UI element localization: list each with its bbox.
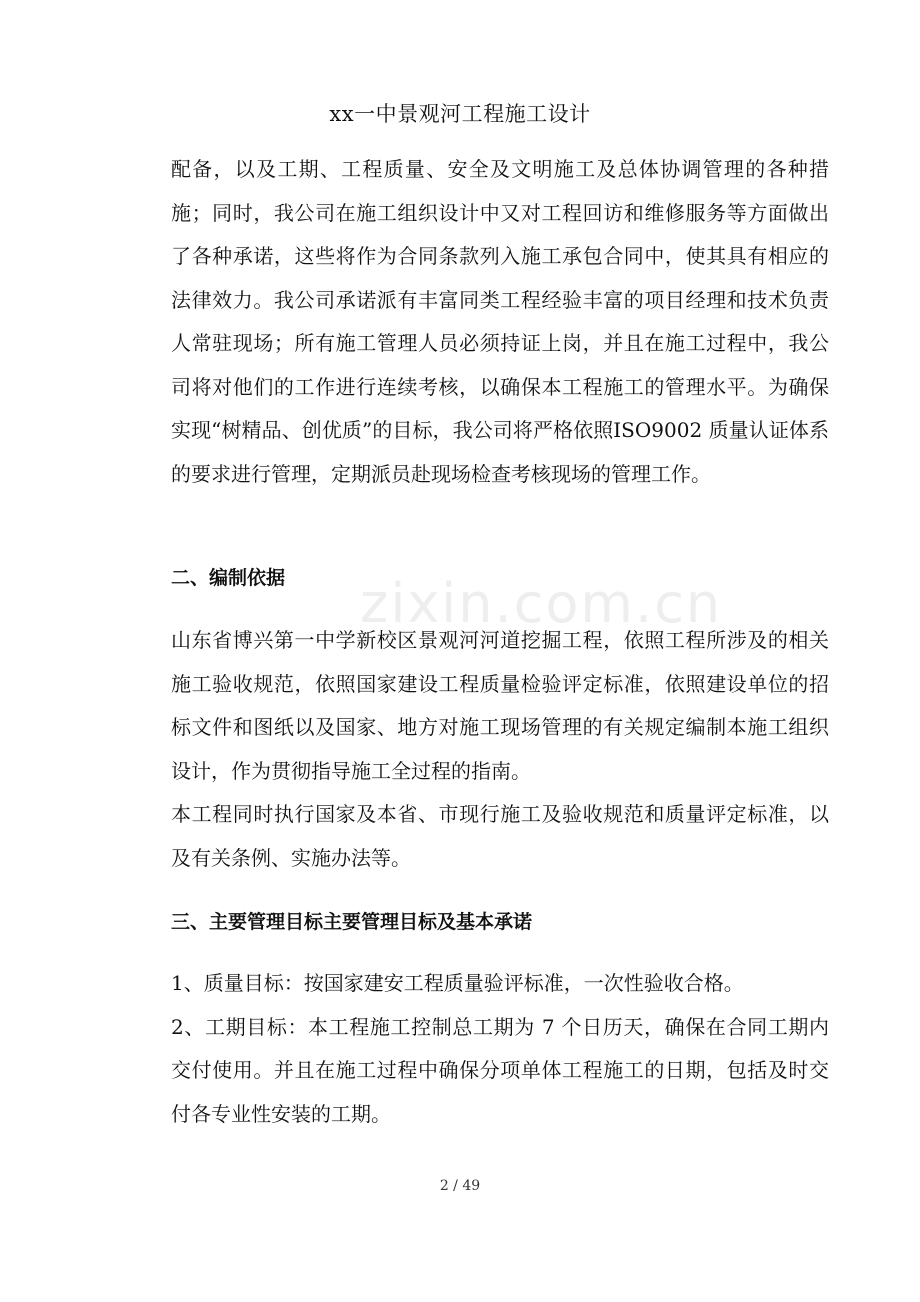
basis-section [171, 619, 829, 880]
page-number: 2 / 49 [439, 1178, 481, 1194]
goals-section [171, 962, 829, 1136]
intro-section [171, 148, 829, 496]
page-header-title: xx一中景观河工程施工设计 [329, 102, 591, 126]
section-heading-basis: 二、编制依据 [171, 567, 286, 589]
section-heading-goals: 三、主要管理目标主要管理目标及基本承诺 [171, 911, 533, 933]
basis-paragraph-2: 本工程同时执行国家及本省、市现行施工及验收规范和质量评定标准，以及有关条例、实施办法等。 [171, 802, 829, 870]
intro-paragraph: 配备，以及工期、工程质量、安全及文明施工及总体协调管理的各种措施；同时，我公司在施工组织设计中又对工程回访和维修服务等方面做出了各种承诺，这些将作为合同条款列入施工承包合同中，使其具有相应的法律效力。我公司承诺派有丰富同类工程经验丰富的项目经理和技术负责人常驻现场；所有施工管理人员必须持证上岗，并且在施工过程中，我公司将对他们的工作进行连续考核，以确保本工程施工的管理水平。为确保实现“树精品、创优质”的目标，我公司将严格依照ISO9002 质量认证体系的要求进行管理，定期派员赴现场检查考核现场的管理工作。 [171, 157, 829, 486]
watermark: zixin.com.cn [360, 572, 723, 635]
goal-item-quality: 1、质量目标：按国家建安工程质量验评标准，一次性验收合格。 [171, 971, 744, 995]
basis-paragraph-1: 山东省博兴第一中学新校区景观河河道挖掘工程，依照工程所涉及的相关施工验收规范，依照国家建设工程质量检验评定标准，依照建设单位的招标文件和图纸以及国家、地方对施工现场管理的有关规定编制本施工组织设计，作为贯彻指导施工全过程的指南。 [171, 628, 829, 783]
goal-item-schedule: 2、工期目标：本工程施工控制总工期为 7 个日历天，确保在合同工期内交付使用。并且在施工过程中确保分项单体工程施工的日期，包括及时交付各专业性安装的工期。 [171, 1014, 829, 1126]
